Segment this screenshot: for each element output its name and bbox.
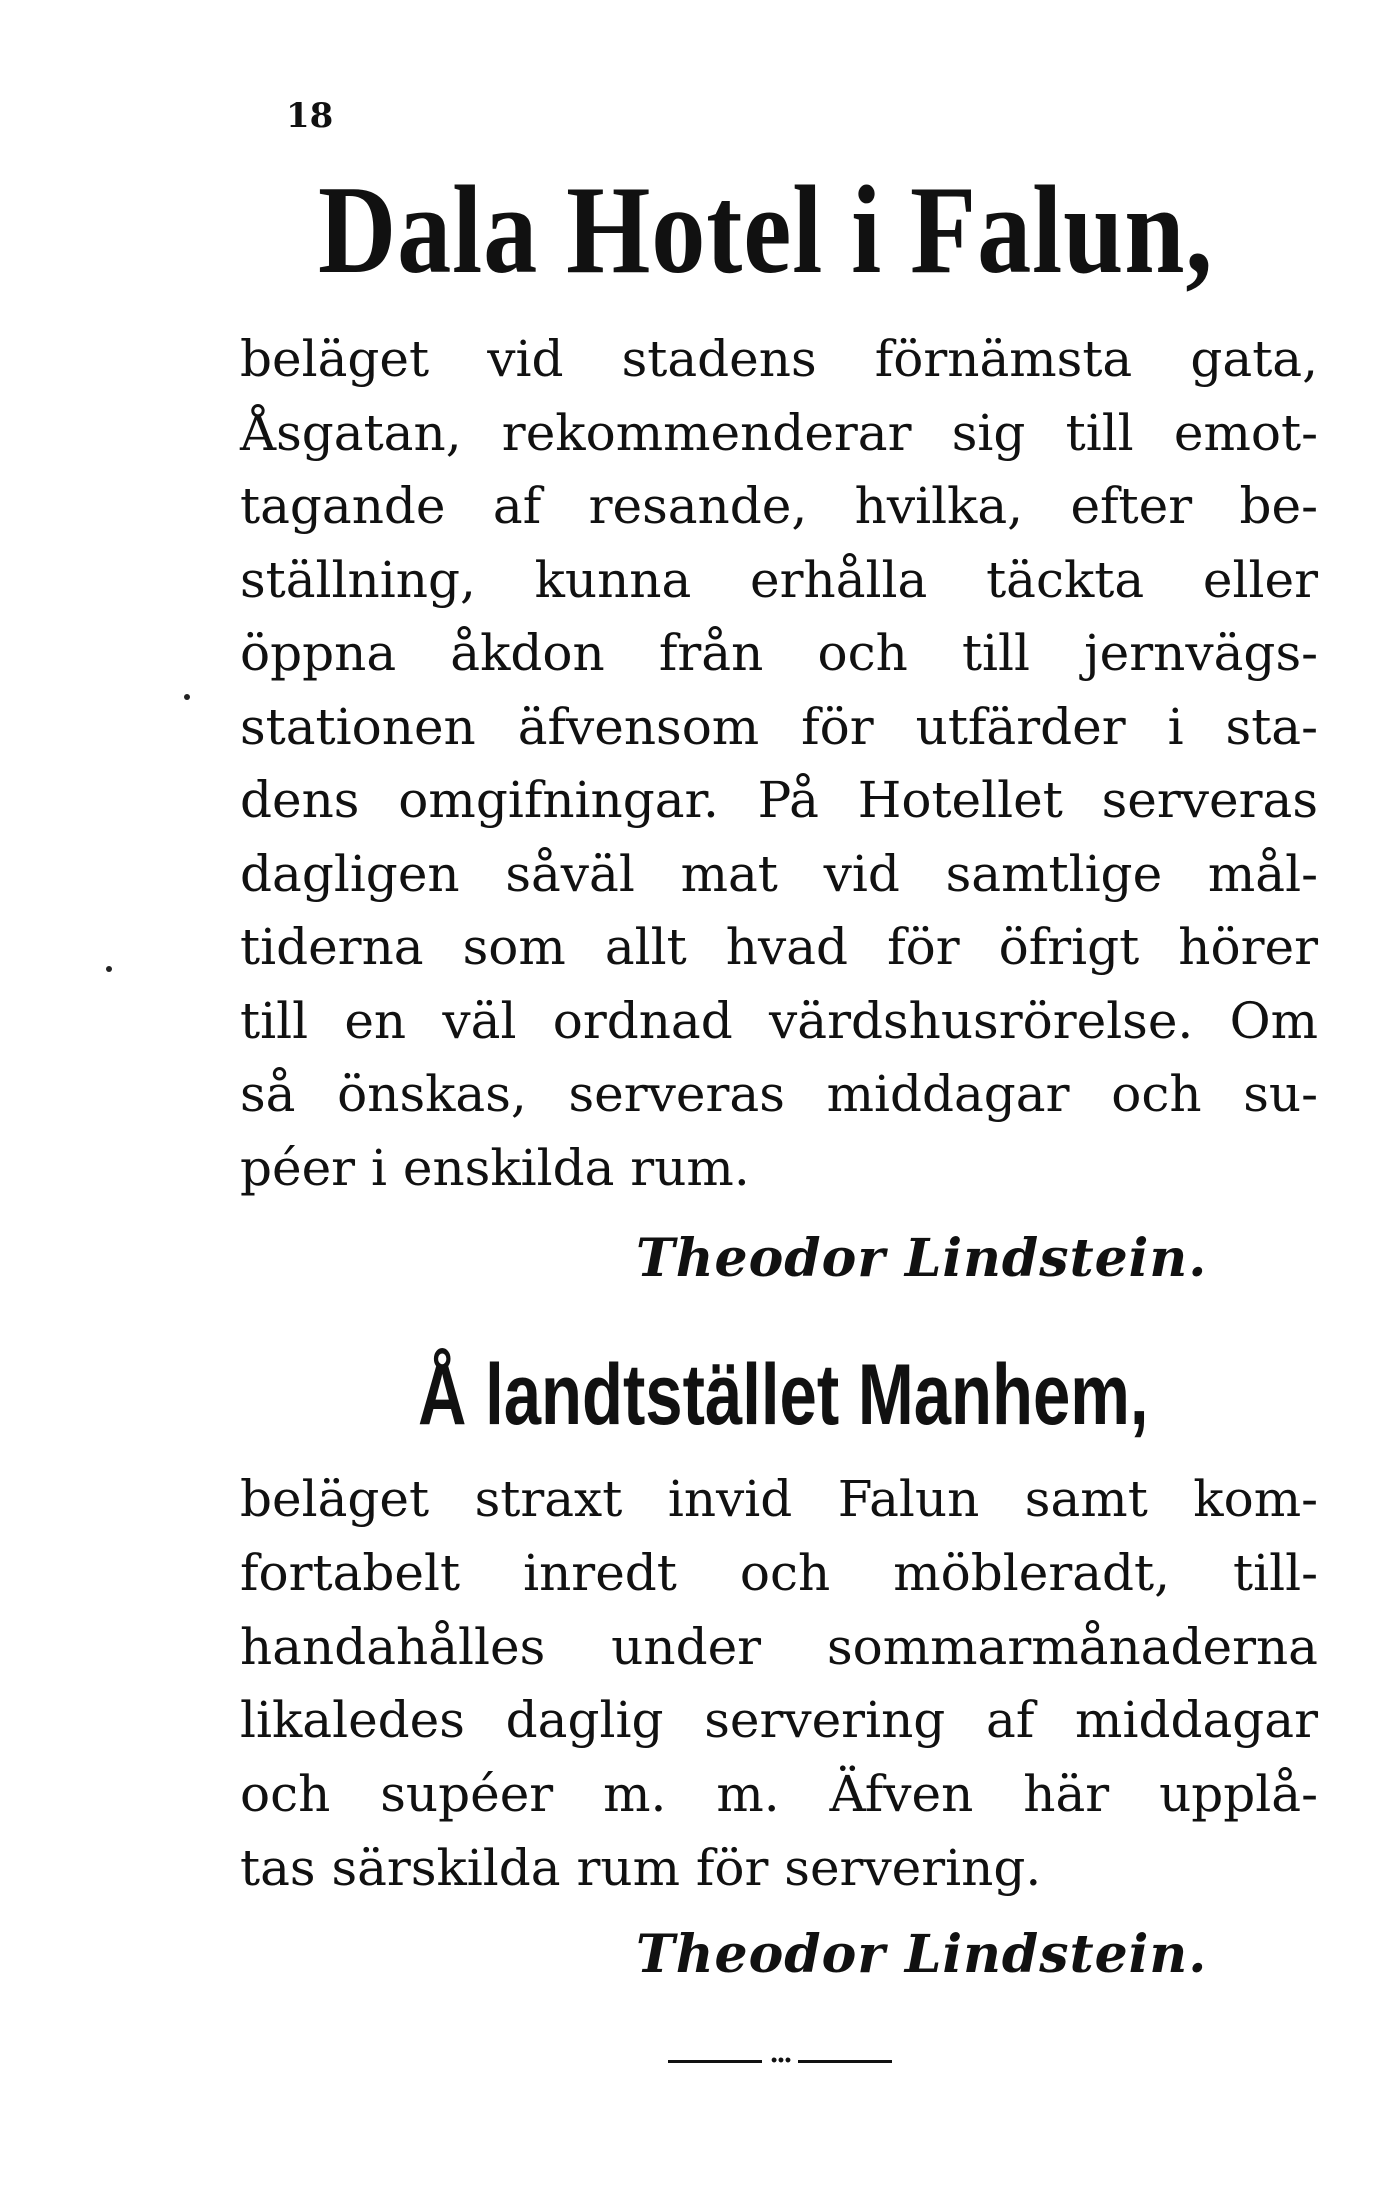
rule-line: [668, 2060, 762, 2063]
text-line: péer i enskilda rum.: [240, 1138, 750, 1197]
text-line: beläget straxt invid Falun samt kom-: [240, 1470, 1318, 1528]
text-line: dens omgifningar. På Hotellet serveras: [240, 771, 1318, 829]
hotel-description: [240, 330, 1318, 1216]
ornament-dots: •••: [769, 2053, 791, 2069]
print-speck: [106, 966, 112, 972]
text-line: handahålles under sommarmånaderna: [240, 1617, 1318, 1676]
signature: Theodor Lindstein.: [636, 1924, 1208, 1985]
text-line: dagligen såväl mat vid samtlige mål-: [240, 844, 1318, 903]
page-number: 18: [286, 96, 334, 136]
text-line: beläget vid stadens förnämsta gata,: [240, 330, 1318, 388]
text-line: fortabelt inredt och möbleradt, till-: [240, 1543, 1318, 1602]
text-line: så önskas, serveras middagar och su-: [240, 1065, 1318, 1123]
ornamental-rule: [668, 2054, 892, 2068]
hotel-heading: Dala Hotel i Falun,: [318, 161, 1214, 300]
text-line: stationen äfvensom för utfärder i sta-: [240, 697, 1318, 756]
print-speck: [184, 694, 190, 700]
signature: Theodor Lindstein.: [636, 1228, 1208, 1289]
text-line: tiderna som allt hvad för öfrigt hörer: [240, 918, 1318, 976]
text-line: tas särskilda rum för servering.: [240, 1838, 1042, 1897]
text-line: Åsgatan, rekommenderar sig till emot-: [240, 403, 1318, 462]
text-line: öppna åkdon från och till jernvägs-: [240, 624, 1318, 682]
manhem-description: [240, 1470, 1318, 1917]
text-line: ställning, kunna erhålla täckta eller: [240, 550, 1318, 609]
rule-line: [798, 2060, 892, 2063]
text-line: till en väl ordnad värdshusrörelse. Om: [240, 991, 1318, 1050]
text-line: likaledes daglig servering af middagar: [240, 1691, 1318, 1750]
text-line: tagande af resande, hvilka, efter be-: [240, 477, 1318, 535]
manhem-heading: Å landtstället Manhem,: [418, 1347, 1149, 1443]
text-line: och supéer m. m. Äfven här upplå-: [240, 1765, 1318, 1824]
